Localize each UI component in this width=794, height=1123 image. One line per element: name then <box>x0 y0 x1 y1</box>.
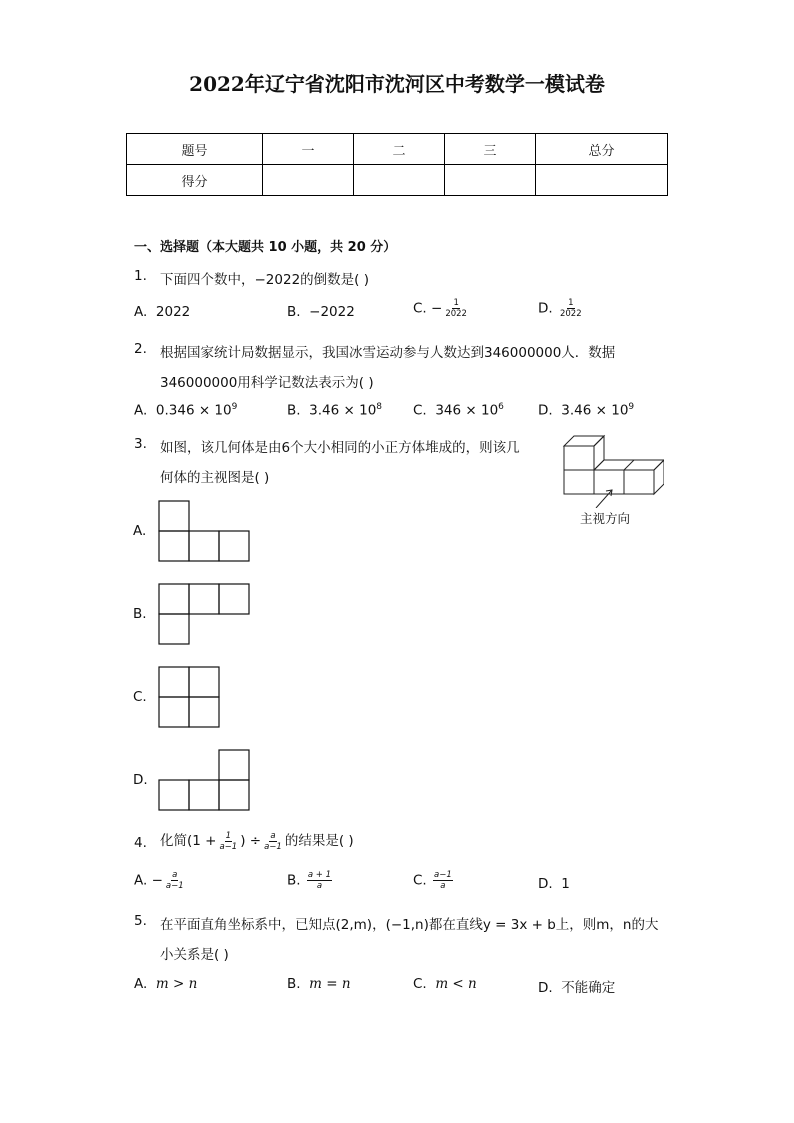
question-text-line1: 在平面直角坐标系中，已知点(2,m)，(−1,n)都在直线y = 3x + b上，则m，n的大 <box>160 917 659 933</box>
question-text-line1: 如图，该几何体是由6个大小相同的小正方体堆成的，则该几 <box>160 440 520 456</box>
score-header-cell: 题号 <box>127 134 263 165</box>
question-number: 2. <box>134 341 147 357</box>
question-text-line2: 何体的主视图是( ) <box>160 470 270 486</box>
score-table-score-row <box>127 165 668 196</box>
fraction: $\frac{1}{2022}$ <box>559 298 582 319</box>
score-cell[interactable] <box>445 165 536 196</box>
option-b: B. −2022 <box>287 304 355 320</box>
score-header-cell: 总分 <box>536 134 668 165</box>
option-c-figure <box>158 666 222 730</box>
figure-caption: 主视方向 <box>580 511 631 526</box>
question-text-line2: 346000000用科学记数法表示为( ) <box>160 375 374 391</box>
fraction: $\frac{a-1}{a}$ <box>434 870 452 891</box>
question-number: 1. <box>134 268 147 284</box>
score-cell[interactable] <box>536 165 668 196</box>
score-header-cell: 三 <box>445 134 536 165</box>
fraction: $\frac{a}{a-1}$ <box>165 870 184 891</box>
option-d: D. 不能确定 <box>538 980 616 996</box>
option-a: A. $0.346 \times 10^9$ <box>134 402 238 419</box>
score-cell[interactable] <box>354 165 445 196</box>
option-d-figure <box>158 749 252 813</box>
option-c-label: C. <box>133 689 147 705</box>
option-a: A. m > n <box>134 976 198 992</box>
score-table-header-row <box>127 134 668 165</box>
option-a: A. 2022 <box>134 304 191 320</box>
score-table <box>126 133 668 196</box>
section-heading: 一、选择题（本大题共 10 小题，共 20 分） <box>134 240 397 255</box>
option-d: D. $3.46 \times 10^9$ <box>538 402 635 419</box>
score-header-cell: 二 <box>354 134 445 165</box>
option-b-figure <box>158 583 252 647</box>
option-a-label: A. <box>133 523 147 539</box>
option-b: B. m = n <box>287 976 351 992</box>
option-d: D. $\frac{1}{2022}$ <box>538 298 582 319</box>
option-c: C. m < n <box>413 976 477 992</box>
page-title: 2022年辽宁省沈阳市沈河区中考数学一模试卷 <box>189 72 605 96</box>
score-header-cell: 一 <box>263 134 354 165</box>
fraction: $\frac{1}{2022}$ <box>445 298 467 319</box>
question-text: 化简(1 + $\frac{1}{a-1}$ ) ÷ $\frac{a}{a-1}$ 的结果是( ) <box>160 830 354 852</box>
score-row-label: 得分 <box>127 165 263 196</box>
option-c: C. − $\frac{1}{2022}$ <box>413 298 467 319</box>
question-text: 下面四个数中，−2022的倒数是( ) <box>160 272 369 288</box>
question-number: 4. <box>134 835 147 851</box>
question-number: 3. <box>134 436 147 452</box>
option-a: A. − $\frac{a}{a-1}$ <box>134 870 184 891</box>
option-c: C. $346 \times 10^6$ <box>413 402 504 419</box>
cube-stack-figure <box>560 428 664 508</box>
option-a-figure <box>158 500 252 564</box>
fraction: $\frac{a + 1}{a}$ <box>307 870 332 891</box>
option-b: B. $3.46 \times 10^8$ <box>287 402 383 419</box>
option-b-label: B. <box>133 606 147 622</box>
question-number: 5. <box>134 913 147 929</box>
option-d-label: D. <box>133 772 148 788</box>
fraction: $\frac{1}{a-1}$ <box>219 830 238 852</box>
question-text-line1: 根据国家统计局数据显示，我国冰雪运动参与人数达到346000000人．数据 <box>160 345 616 361</box>
fraction: $\frac{a}{a-1}$ <box>264 830 282 852</box>
option-d: D. 1 <box>538 876 570 892</box>
score-cell[interactable] <box>263 165 354 196</box>
option-b: B. $\frac{a + 1}{a}$ <box>287 870 332 891</box>
option-c: C. $\frac{a-1}{a}$ <box>413 870 452 891</box>
question-text-line2: 小关系是( ) <box>160 947 229 963</box>
